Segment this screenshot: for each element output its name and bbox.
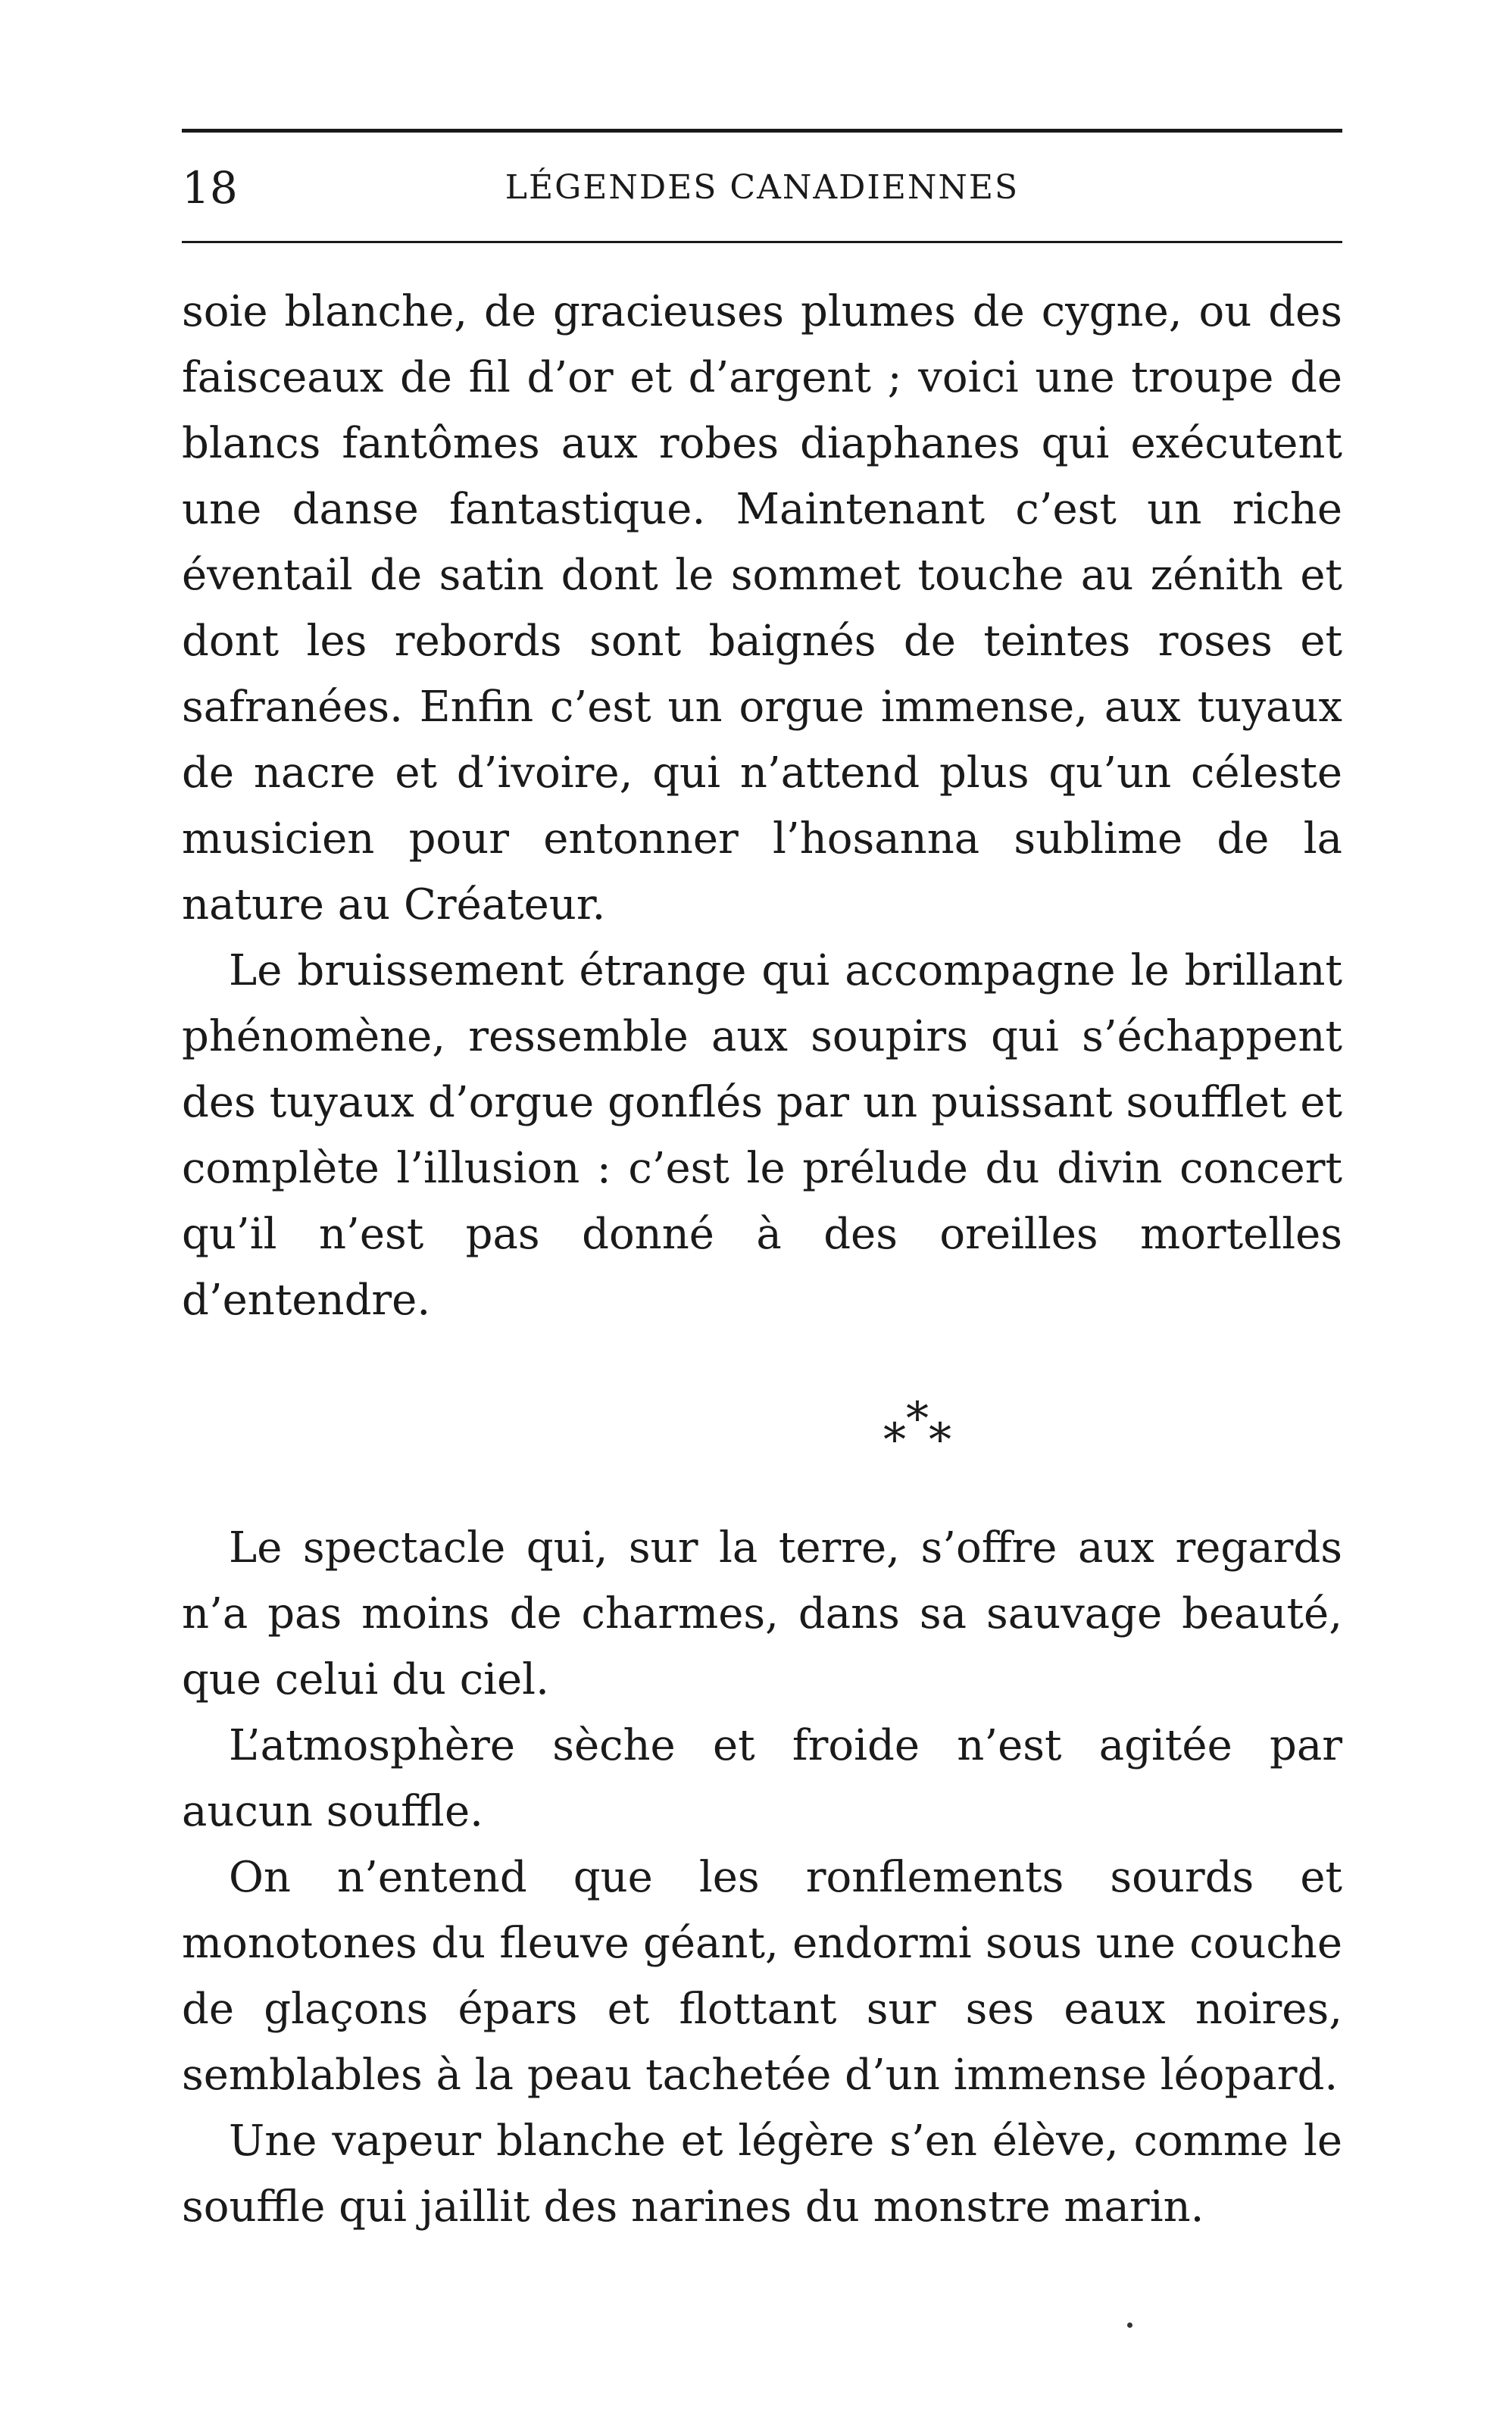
page-header <box>182 158 1342 218</box>
page-number: 18 <box>182 162 238 214</box>
paragraph: Le bruissement étrange qui accompagne le brillant phénomène, ressemble aux soupirs qui s’échappent des tuyaux d’orgue gonflés par un puissant soufflet et complète l’illusion : c’est le prélude du divin concert qu’il n’est pas donné à des oreilles mortelles d’entendre. <box>182 946 1342 1325</box>
paragraph: L’atmosphère sèche et froide n’est agitée par aucun souffle. <box>182 1721 1342 1836</box>
paragraph: Le spectacle qui, sur la terre, s’offre aux regards n’a pas moins de charmes, dans sa sauvage beauté, que celui du ciel. <box>182 1523 1342 1704</box>
header-bottom-rule <box>182 241 1342 243</box>
asterism-star: * <box>929 1413 951 1467</box>
paragraph-continued: soie blanche, de gracieuses plumes de cygne, ou des faisceaux de fil d’or et d’argent ; voici une troupe de blancs fantômes aux robes diaphanes qui exécutent une danse fantastique. Maintenant c’est un riche éventail de satin dont le sommet touche au zénith et dont les rebords sont baignés de teintes roses et safranées. Enfin c’est un orgue immense, aux tuyaux de nacre et d’ivoire, qui n’attend plus qu’un céleste musicien pour entonner l’hosanna sublime de la nature au Créateur. <box>182 287 1342 929</box>
ink-speck <box>1127 2322 1132 2328</box>
section-break-asterism <box>182 1386 1342 1515</box>
paragraph: Une vapeur blanche et légère s’en élève, comme le souffle qui jaillit des narines du monstre marin. <box>182 2116 1342 2232</box>
body-text <box>182 279 1342 2240</box>
running-title: LÉGENDES CANADIENNES <box>505 168 1020 207</box>
asterism-star: * <box>906 1392 929 1445</box>
header-top-rule <box>182 129 1342 133</box>
paragraph: On n’entend que les ronflements sourds et monotones du fleuve géant, endormi sous une couche de glaçons épars et flottant sur ses eaux noires, semblables à la peau tachetée d’un immense léopard. <box>182 1853 1342 2100</box>
asterism-star: * <box>883 1413 906 1467</box>
